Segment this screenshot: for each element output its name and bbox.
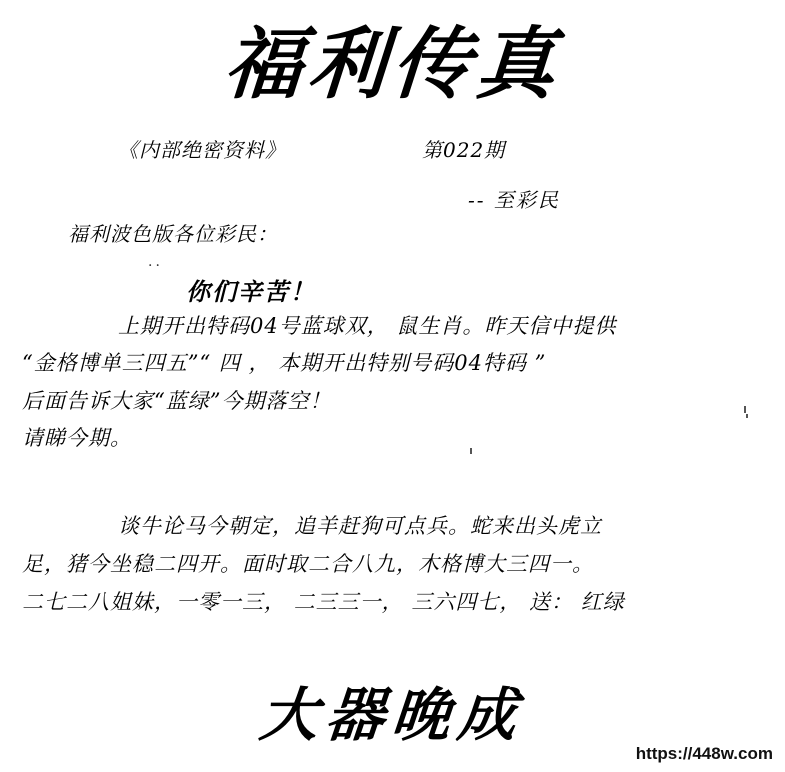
paragraph1-line-1: 上期开出特码04号蓝球双， 鼠生肖。昨天信中提供 [118,314,617,338]
paragraph2-line-2: 足，猪今坐稳二四开。面时取二合八九，木格博大三四一。 [22,552,594,576]
greeting-line: 你们辛苦！ [186,277,316,306]
footer-motto: 大器晚成 [257,681,528,749]
dedication-line: -- 至彩民 [468,188,560,212]
site-url-watermark: https://448w.com [635,744,773,763]
ink-speck-mid [470,448,472,454]
paragraph1-line-3: 后面告诉大家“蓝绿”今期落空！ [22,389,332,413]
ink-speck-right [744,406,746,413]
salutation-line: 福利波色版各位彩民： [68,222,278,246]
subheader-row [0,134,785,162]
page-title: 福利传真 [221,19,564,110]
paragraph2-line-3: 二七二八姐妹，一零一三， 二三三一， 三六四七， 送： 红绿 [22,590,625,614]
secret-label: 《内部绝密资料》 [118,138,286,162]
ink-speck-dots: ·· [148,258,163,274]
paragraph1-line-4: 请睇今期。 [22,426,132,450]
issue-number: 第022期 [422,138,506,162]
paragraph1-line-2: “金格博单三四五”“ 四 ， 本期开出特别号码04特码 ” [22,351,547,375]
ink-speck-right-2 [746,414,748,418]
paragraph2-line-1: 谈牛论马今朝定，追羊赶狗可点兵。蛇来出头虎立 [118,514,602,538]
